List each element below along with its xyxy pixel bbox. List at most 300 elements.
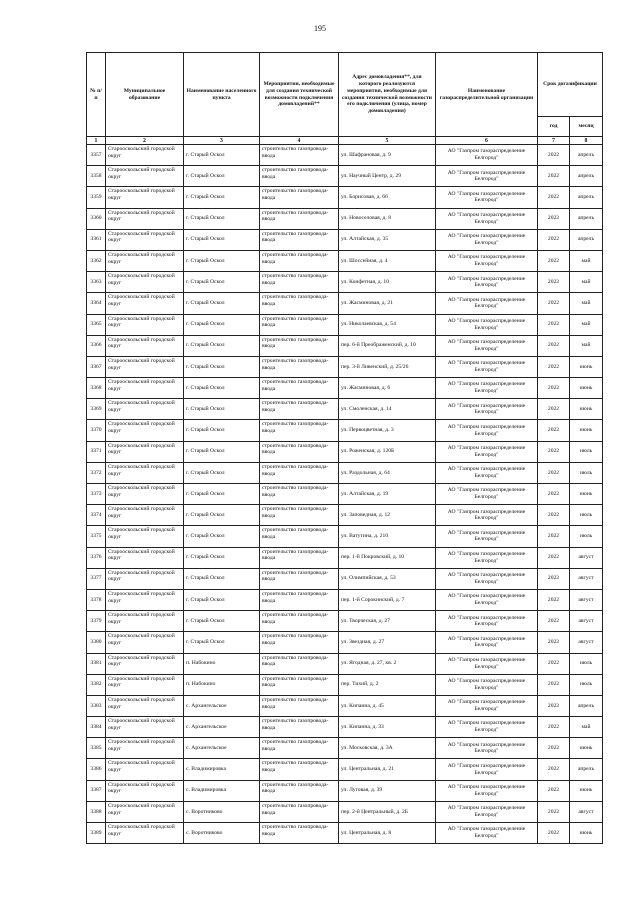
month-cell: июнь	[570, 823, 603, 844]
municipality-cell: Старооскольский городской округ	[106, 441, 184, 462]
year-cell: 2022	[538, 738, 570, 759]
year-cell: 2022	[538, 717, 570, 738]
column-number: 2	[106, 137, 184, 145]
month-cell: май	[570, 272, 603, 293]
settlement-cell: г. Старый Оскол	[184, 568, 260, 589]
organization-cell: АО "Газпром газораспределение Белгород"	[436, 229, 538, 250]
activity-cell: строительство газопровода-ввода	[260, 674, 339, 695]
organization-cell: АО "Газпром газораспределение Белгород"	[436, 441, 538, 462]
header-term: Срок догазификации	[538, 53, 603, 117]
table-row	[87, 441, 603, 462]
month-cell: август	[570, 611, 603, 632]
table-row	[87, 335, 603, 356]
table-row	[87, 229, 603, 250]
organization-cell: АО "Газпром газораспределение Белгород"	[436, 399, 538, 420]
table-row	[87, 547, 603, 568]
activity-cell: строительство газопровода-ввода	[260, 462, 339, 483]
organization-cell: АО "Газпром газораспределение Белгород"	[436, 780, 538, 801]
municipality-cell: Старооскольский городской округ	[106, 589, 184, 610]
month-cell: июнь	[570, 378, 603, 399]
municipality-cell: Старооскольский городской округ	[106, 653, 184, 674]
table-row	[87, 823, 603, 844]
activity-cell: строительство газопровода-ввода	[260, 801, 339, 822]
address-cell: пер. 2-й Центральный, д. 2Б	[339, 801, 436, 822]
activity-cell: строительство газопровода-ввода	[260, 399, 339, 420]
table-row	[87, 208, 603, 229]
row-number: 3358	[87, 166, 106, 187]
month-cell: апрель	[570, 166, 603, 187]
municipality-cell: Старооскольский городской округ	[106, 484, 184, 505]
settlement-cell: г. Старый Оскол	[184, 441, 260, 462]
table-row	[87, 272, 603, 293]
municipality-cell: Старооскольский городской округ	[106, 335, 184, 356]
month-cell: июль	[570, 674, 603, 695]
row-number: 3369	[87, 399, 106, 420]
table-row	[87, 462, 603, 483]
activity-cell: строительство газопровода-ввода	[260, 695, 339, 716]
table-row	[87, 695, 603, 716]
row-number: 3389	[87, 823, 106, 844]
settlement-cell: г. Старый Оскол	[184, 611, 260, 632]
address-cell: ул. Жасминовая, д. 6	[339, 378, 436, 399]
row-number: 3362	[87, 250, 106, 271]
organization-cell: АО "Газпром газораспределение Белгород"	[436, 335, 538, 356]
table-row	[87, 505, 603, 526]
municipality-cell: Старооскольский городской округ	[106, 187, 184, 208]
year-cell: 2022	[538, 695, 570, 716]
organization-cell: АО "Газпром газораспределение Белгород"	[436, 547, 538, 568]
year-cell: 2022	[538, 462, 570, 483]
activity-cell: строительство газопровода-ввода	[260, 378, 339, 399]
table-row	[87, 293, 603, 314]
activity-cell: строительство газопровода-ввода	[260, 589, 339, 610]
month-cell: май	[570, 314, 603, 335]
address-cell: ул. Научный Центр, д. 29	[339, 166, 436, 187]
organization-cell: АО "Газпром газораспределение Белгород"	[436, 462, 538, 483]
address-cell: ул. Новоселовая, д. 8	[339, 208, 436, 229]
organization-cell: АО "Газпром газораспределение Белгород"	[436, 738, 538, 759]
municipality-cell: Старооскольский городской округ	[106, 166, 184, 187]
address-cell: ул. Звездная, д. 27	[339, 632, 436, 653]
row-number: 3382	[87, 674, 106, 695]
address-cell: ул. Первоцветная, д. 3	[339, 420, 436, 441]
settlement-cell: г. Старый Оскол	[184, 632, 260, 653]
table-row	[87, 314, 603, 335]
address-cell: ул. Роженская, д. 120Б	[339, 441, 436, 462]
year-cell: 2022	[538, 568, 570, 589]
settlement-cell: г. Старый Оскол	[184, 229, 260, 250]
address-cell: ул. Творческая, д. 27	[339, 611, 436, 632]
organization-cell: АО "Газпром газораспределение Белгород"	[436, 378, 538, 399]
row-number: 3376	[87, 547, 106, 568]
table-row	[87, 674, 603, 695]
municipality-cell: Старооскольский городской округ	[106, 145, 184, 166]
month-cell: июнь	[570, 356, 603, 377]
settlement-cell: г. Старый Оскол	[184, 314, 260, 335]
month-cell: апрель	[570, 229, 603, 250]
row-number: 3367	[87, 356, 106, 377]
month-cell: июнь	[570, 399, 603, 420]
column-number: 6	[436, 137, 538, 145]
activity-cell: строительство газопровода-ввода	[260, 547, 339, 568]
activity-cell: строительство газопровода-ввода	[260, 272, 339, 293]
row-number: 3380	[87, 632, 106, 653]
header-year: год	[538, 117, 570, 137]
row-number: 3366	[87, 335, 106, 356]
address-cell: ул. Заповедная, д. 12	[339, 505, 436, 526]
settlement-cell: г. Старый Оскол	[184, 378, 260, 399]
address-cell: ул. Алтайская, д. 35	[339, 229, 436, 250]
row-number: 3377	[87, 568, 106, 589]
organization-cell: АО "Газпром газораспределение Белгород"	[436, 356, 538, 377]
table-row	[87, 420, 603, 441]
municipality-cell: Старооскольский городской округ	[106, 801, 184, 822]
organization-cell: АО "Газпром газораспределение Белгород"	[436, 208, 538, 229]
month-cell: август	[570, 589, 603, 610]
activity-cell: строительство газопровода-ввода	[260, 335, 339, 356]
year-cell: 2022	[538, 229, 570, 250]
address-cell: ул. Борисовая, д. 66	[339, 187, 436, 208]
municipality-cell: Старооскольский городской округ	[106, 314, 184, 335]
municipality-cell: Старооскольский городской округ	[106, 250, 184, 271]
year-cell: 2022	[538, 589, 570, 610]
settlement-cell: г. Старый Оскол	[184, 208, 260, 229]
table-row	[87, 568, 603, 589]
month-cell: июль	[570, 462, 603, 483]
activity-cell: строительство газопровода-ввода	[260, 420, 339, 441]
address-cell: ул. Центральная, д. 21	[339, 759, 436, 780]
activity-cell: строительство газопровода-ввода	[260, 250, 339, 271]
organization-cell: АО "Газпром газораспределение Белгород"	[436, 801, 538, 822]
settlement-cell: п. Набокино	[184, 653, 260, 674]
address-cell: ул. Николаевская, д. 54	[339, 314, 436, 335]
activity-cell: строительство газопровода-ввода	[260, 611, 339, 632]
month-cell: июнь	[570, 780, 603, 801]
table-row	[87, 526, 603, 547]
year-cell: 2022	[538, 484, 570, 505]
row-number: 3359	[87, 187, 106, 208]
activity-cell: строительство газопровода-ввода	[260, 717, 339, 738]
month-cell: июнь	[570, 484, 603, 505]
table-row	[87, 166, 603, 187]
activity-cell: строительство газопровода-ввода	[260, 293, 339, 314]
header-municipality: Муниципальное образование	[106, 53, 184, 137]
activity-cell: строительство газопровода-ввода	[260, 484, 339, 505]
year-cell: 2022	[538, 526, 570, 547]
row-number: 3378	[87, 589, 106, 610]
month-cell: август	[570, 547, 603, 568]
activity-cell: строительство газопровода-ввода	[260, 568, 339, 589]
settlement-cell: с. Владимировка	[184, 780, 260, 801]
municipality-cell: Старооскольский городской округ	[106, 526, 184, 547]
address-cell: пер. Тихий, д. 2	[339, 674, 436, 695]
row-number: 3374	[87, 505, 106, 526]
organization-cell: АО "Газпром газораспределение Белгород"	[436, 611, 538, 632]
settlement-cell: г. Старый Оскол	[184, 420, 260, 441]
address-cell: ул. Центральная, д. 8	[339, 823, 436, 844]
address-cell: ул. Шафрановая, д. 9	[339, 145, 436, 166]
activity-cell: строительство газопровода-ввода	[260, 780, 339, 801]
address-cell: ул. Московская, д. 3А	[339, 738, 436, 759]
organization-cell: АО "Газпром газораспределение Белгород"	[436, 166, 538, 187]
organization-cell: АО "Газпром газораспределение Белгород"	[436, 145, 538, 166]
settlement-cell: г. Старый Оскол	[184, 335, 260, 356]
table-row	[87, 717, 603, 738]
organization-cell: АО "Газпром газораспределение Белгород"	[436, 484, 538, 505]
year-cell: 2022	[538, 632, 570, 653]
organization-cell: АО "Газпром газораспределение Белгород"	[436, 187, 538, 208]
activity-cell: строительство газопровода-ввода	[260, 505, 339, 526]
month-cell: июль	[570, 505, 603, 526]
settlement-cell: г. Старый Оскол	[184, 526, 260, 547]
address-cell: ул. Конфетная, д. 10	[339, 272, 436, 293]
activity-cell: строительство газопровода-ввода	[260, 166, 339, 187]
year-cell: 2022	[538, 208, 570, 229]
municipality-cell: Старооскольский городской округ	[106, 717, 184, 738]
settlement-cell: с. Воротниково	[184, 823, 260, 844]
row-number: 3357	[87, 145, 106, 166]
municipality-cell: Старооскольский городской округ	[106, 674, 184, 695]
settlement-cell: г. Старый Оскол	[184, 547, 260, 568]
address-cell: ул. Смоленская, д. 14	[339, 399, 436, 420]
activity-cell: строительство газопровода-ввода	[260, 653, 339, 674]
row-number: 3372	[87, 462, 106, 483]
row-number: 3370	[87, 420, 106, 441]
address-cell: ул. Ягодная, д. 27, кв. 2	[339, 653, 436, 674]
month-cell: май	[570, 250, 603, 271]
year-cell: 2022	[538, 547, 570, 568]
table-row	[87, 653, 603, 674]
gasification-table	[86, 52, 603, 844]
year-cell: 2022	[538, 356, 570, 377]
organization-cell: АО "Газпром газораспределение Белгород"	[436, 695, 538, 716]
municipality-cell: Старооскольский городской округ	[106, 420, 184, 441]
month-cell: июль	[570, 526, 603, 547]
year-cell: 2022	[538, 611, 570, 632]
table-row	[87, 399, 603, 420]
municipality-cell: Старооскольский городской округ	[106, 568, 184, 589]
settlement-cell: г. Старый Оскол	[184, 399, 260, 420]
settlement-cell: г. Старый Оскол	[184, 272, 260, 293]
year-cell: 2022	[538, 166, 570, 187]
settlement-cell: г. Старый Оскол	[184, 187, 260, 208]
address-cell: ул. Алтайская, д. 19	[339, 484, 436, 505]
month-cell: апрель	[570, 759, 603, 780]
address-cell: ул. Олимпийская, д. 53	[339, 568, 436, 589]
column-number: 3	[184, 137, 260, 145]
row-number: 3363	[87, 272, 106, 293]
settlement-cell: с. Архангельское	[184, 738, 260, 759]
settlement-cell: г. Старый Оскол	[184, 589, 260, 610]
municipality-cell: Старооскольский городской округ	[106, 611, 184, 632]
month-cell: август	[570, 568, 603, 589]
year-cell: 2022	[538, 187, 570, 208]
settlement-cell: п. Набокино	[184, 674, 260, 695]
month-cell: июнь	[570, 738, 603, 759]
row-number: 3387	[87, 780, 106, 801]
year-cell: 2022	[538, 399, 570, 420]
activity-cell: строительство газопровода-ввода	[260, 145, 339, 166]
organization-cell: АО "Газпром газораспределение Белгород"	[436, 568, 538, 589]
address-cell: ул. Жасминовая, д. 21	[339, 293, 436, 314]
activity-cell: строительство газопровода-ввода	[260, 823, 339, 844]
table-row	[87, 145, 603, 166]
organization-cell: АО "Газпром газораспределение Белгород"	[436, 674, 538, 695]
month-cell: август	[570, 801, 603, 822]
activity-cell: строительство газопровода-ввода	[260, 759, 339, 780]
activity-cell: строительство газопровода-ввода	[260, 738, 339, 759]
municipality-cell: Старооскольский городской округ	[106, 823, 184, 844]
table-row	[87, 589, 603, 610]
activity-cell: строительство газопровода-ввода	[260, 632, 339, 653]
row-number: 3368	[87, 378, 106, 399]
table-row	[87, 187, 603, 208]
table-body	[87, 145, 603, 844]
activity-cell: строительство газопровода-ввода	[260, 441, 339, 462]
settlement-cell: г. Старый Оскол	[184, 145, 260, 166]
month-cell: апрель	[570, 208, 603, 229]
organization-cell: АО "Газпром газораспределение Белгород"	[436, 823, 538, 844]
table-row	[87, 378, 603, 399]
year-cell: 2022	[538, 823, 570, 844]
municipality-cell: Старооскольский городской округ	[106, 759, 184, 780]
row-number: 3361	[87, 229, 106, 250]
row-number: 3371	[87, 441, 106, 462]
column-number: 4	[260, 137, 339, 145]
organization-cell: АО "Газпром газораспределение Белгород"	[436, 526, 538, 547]
year-cell: 2022	[538, 145, 570, 166]
row-number: 3384	[87, 717, 106, 738]
activity-cell: строительство газопровода-ввода	[260, 314, 339, 335]
municipality-cell: Старооскольский городской округ	[106, 293, 184, 314]
month-cell: май	[570, 717, 603, 738]
row-number: 3379	[87, 611, 106, 632]
settlement-cell: г. Старый Оскол	[184, 356, 260, 377]
table-row	[87, 780, 603, 801]
row-number: 3381	[87, 653, 106, 674]
address-cell: пер. 1-й Сорокинский, д. 7	[339, 589, 436, 610]
year-cell: 2022	[538, 420, 570, 441]
organization-cell: АО "Газпром газораспределение Белгород"	[436, 589, 538, 610]
row-number: 3360	[87, 208, 106, 229]
municipality-cell: Старооскольский городской округ	[106, 378, 184, 399]
page-number: 195	[314, 24, 326, 33]
row-number: 3373	[87, 484, 106, 505]
activity-cell: строительство газопровода-ввода	[260, 526, 339, 547]
year-cell: 2022	[538, 801, 570, 822]
address-cell: пер. 3-й Ливенский, д. 25/26	[339, 356, 436, 377]
address-cell: ул. Луговая, д. 39	[339, 780, 436, 801]
table-header	[87, 53, 603, 145]
header-settlement: Наименование населенного пункта	[184, 53, 260, 137]
column-number: 8	[570, 137, 603, 145]
municipality-cell: Старооскольский городской округ	[106, 356, 184, 377]
year-cell: 2022	[538, 335, 570, 356]
month-cell: август	[570, 632, 603, 653]
address-cell: ул. Кипанна, д. 33	[339, 717, 436, 738]
settlement-cell: г. Старый Оскол	[184, 462, 260, 483]
row-number: 3365	[87, 314, 106, 335]
organization-cell: АО "Газпром газораспределение Белгород"	[436, 653, 538, 674]
settlement-cell: г. Старый Оскол	[184, 250, 260, 271]
organization-cell: АО "Газпром газораспределение Белгород"	[436, 505, 538, 526]
organization-cell: АО "Газпром газораспределение Белгород"	[436, 314, 538, 335]
header-address: Адрес домовладения**, для которого реализуются мероприятия, необходимые для создания технической возможности его подключения (улица, номер домовладения)	[339, 53, 436, 137]
row-number: 3388	[87, 801, 106, 822]
address-cell: пер. 1-й Покровский, д. 10	[339, 547, 436, 568]
year-cell: 2022	[538, 505, 570, 526]
month-cell: апрель	[570, 145, 603, 166]
table-row	[87, 632, 603, 653]
column-number: 1	[87, 137, 106, 145]
column-numbers-row	[87, 137, 603, 145]
settlement-cell: с. Архангельское	[184, 695, 260, 716]
month-cell: май	[570, 293, 603, 314]
year-cell: 2022	[538, 441, 570, 462]
row-number: 3375	[87, 526, 106, 547]
municipality-cell: Старооскольский городской округ	[106, 632, 184, 653]
activity-cell: строительство газопровода-ввода	[260, 187, 339, 208]
organization-cell: АО "Газпром газораспределение Белгород"	[436, 420, 538, 441]
table-row	[87, 759, 603, 780]
municipality-cell: Старооскольский городской округ	[106, 229, 184, 250]
municipality-cell: Старооскольский городской округ	[106, 505, 184, 526]
header-organization: Наименование газораспределительной организации	[436, 53, 538, 137]
month-cell: май	[570, 335, 603, 356]
municipality-cell: Старооскольский городской округ	[106, 208, 184, 229]
month-cell: апрель	[570, 187, 603, 208]
settlement-cell: г. Старый Оскол	[184, 505, 260, 526]
address-cell: ул. Шоссейная, д. 4	[339, 250, 436, 271]
settlement-cell: с. Владимировка	[184, 759, 260, 780]
address-cell: ул. Ватутина, д. 210	[339, 526, 436, 547]
address-cell: пер. 6-й Преображенский, д. 10	[339, 335, 436, 356]
organization-cell: АО "Газпром газораспределение Белгород"	[436, 272, 538, 293]
table-row	[87, 738, 603, 759]
settlement-cell: г. Старый Оскол	[184, 166, 260, 187]
organization-cell: АО "Газпром газораспределение Белгород"	[436, 293, 538, 314]
organization-cell: АО "Газпром газораспределение Белгород"	[436, 632, 538, 653]
municipality-cell: Старооскольский городской округ	[106, 780, 184, 801]
municipality-cell: Старооскольский городской округ	[106, 695, 184, 716]
table-row	[87, 484, 603, 505]
table-row	[87, 611, 603, 632]
settlement-cell: г. Старый Оскол	[184, 293, 260, 314]
column-number: 7	[538, 137, 570, 145]
month-cell: июль	[570, 653, 603, 674]
year-cell: 2022	[538, 293, 570, 314]
column-number: 5	[339, 137, 436, 145]
month-cell: июнь	[570, 420, 603, 441]
municipality-cell: Старооскольский городской округ	[106, 738, 184, 759]
year-cell: 2022	[538, 250, 570, 271]
month-cell: июль	[570, 441, 603, 462]
month-cell: апрель	[570, 695, 603, 716]
header-activity: Мероприятия, необходимые для создания технической возможности подключения домовладений**	[260, 53, 339, 137]
address-cell: ул. Раздольная, д. 64	[339, 462, 436, 483]
table-row	[87, 801, 603, 822]
year-cell: 2022	[538, 653, 570, 674]
year-cell: 2022	[538, 272, 570, 293]
organization-cell: АО "Газпром газораспределение Белгород"	[436, 759, 538, 780]
year-cell: 2022	[538, 378, 570, 399]
settlement-cell: с. Архангельское	[184, 717, 260, 738]
year-cell: 2022	[538, 674, 570, 695]
activity-cell: строительство газопровода-ввода	[260, 356, 339, 377]
row-number: 3385	[87, 738, 106, 759]
activity-cell: строительство газопровода-ввода	[260, 208, 339, 229]
settlement-cell: г. Старый Оскол	[184, 484, 260, 505]
